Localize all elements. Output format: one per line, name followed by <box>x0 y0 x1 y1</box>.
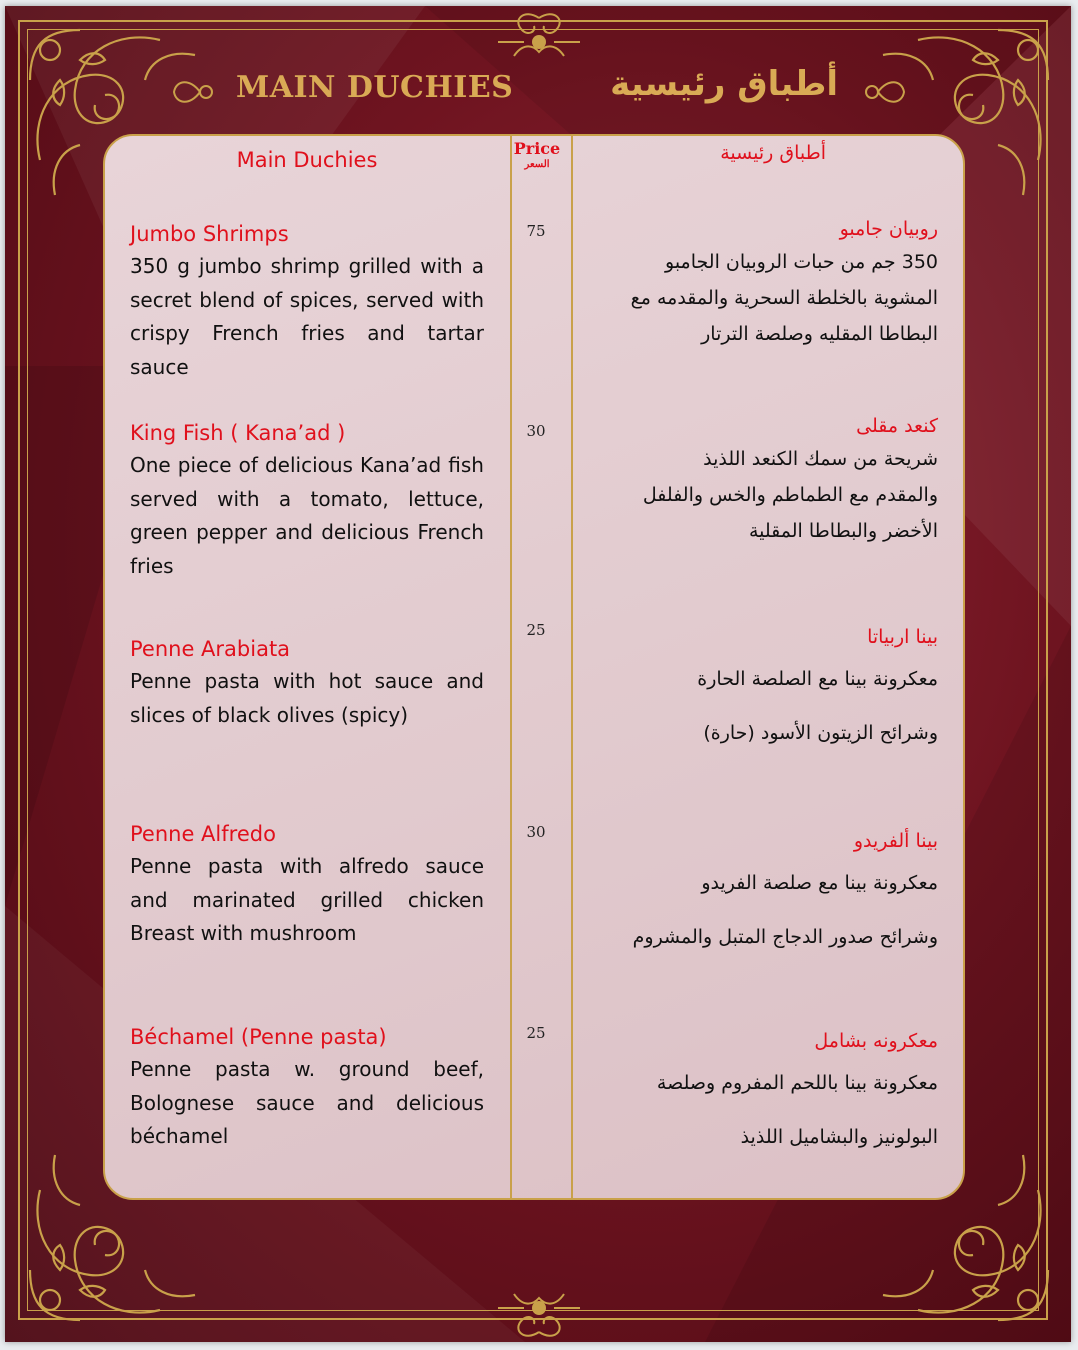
bottom-center-ornament-icon <box>494 1286 584 1342</box>
item-price: 30 <box>526 422 546 440</box>
item-name-arabic: بينا ألفريدو <box>853 830 938 852</box>
menu-item-arabic <box>588 622 938 760</box>
menu-item-english <box>130 417 484 583</box>
item-description-arabic <box>588 1056 938 1164</box>
description-line: البولونيز والبشاميل اللذيذ <box>740 1126 938 1148</box>
description-line: والمقدم مع الطماطم والخس والفلفل <box>642 484 938 506</box>
description-line: معكرونة بينا مع الصلصة الحارة <box>697 668 938 690</box>
description-line: معكرونة بينا باللحم المفروم وصلصة <box>656 1072 938 1094</box>
item-price: 25 <box>526 1024 546 1042</box>
description-line: معكرونة بينا مع صلصة الفريدو <box>701 872 938 894</box>
price-header-english: Price <box>513 139 561 158</box>
item-description-english: One piece of delicious Kana’ad fish served with a tomato, lettuce, green pepper and delicious French fries <box>130 453 484 578</box>
description-line: البطاطا المقليه وصلصة الترتار <box>701 323 938 345</box>
menu-item-arabic <box>588 826 938 964</box>
menu-item-english <box>130 818 484 951</box>
item-name-english: Penne Arabiata <box>130 637 291 661</box>
item-name-arabic: كنعد مقلى <box>856 415 938 437</box>
item-price: 30 <box>526 823 546 841</box>
column-divider-right <box>571 136 573 1198</box>
item-name-english: King Fish ( Kana’ad ) <box>130 421 346 445</box>
item-description-arabic <box>588 441 938 549</box>
item-name-english: Penne Alfredo <box>130 822 276 846</box>
top-center-ornament-icon <box>494 8 584 64</box>
description-line: وشرائح صدور الدجاج المتبل والمشروم <box>632 926 938 948</box>
title-flourish-right-icon <box>858 72 908 112</box>
item-description-english: Penne pasta with hot sauce and slices of black olives (spicy) <box>130 669 484 727</box>
price-header-arabic: السعر <box>524 159 550 170</box>
page-title-arabic: أطباق رئيسية <box>610 64 838 104</box>
item-description-arabic <box>588 856 938 964</box>
page-title-english: MAIN DUCHIES <box>236 70 514 105</box>
menu-item-arabic <box>588 1026 938 1164</box>
menu-item-arabic <box>588 411 938 549</box>
description-line: وشرائح الزيتون الأسود (حارة) <box>703 722 938 744</box>
item-description-english: 350 g jumbo shrimp grilled with a secret blend of spices, served with crispy French fries and tartar sauce <box>130 254 484 379</box>
item-name-english: Jumbo Shrimps <box>130 222 289 246</box>
item-description-arabic <box>588 244 938 352</box>
description-line: الأخضر والبطاطا المقلية <box>748 520 938 542</box>
item-name-arabic: معكرونه بشامل <box>814 1030 938 1052</box>
item-description-english: Penne pasta w. ground beef, Bolognese sauce and delicious béchamel <box>130 1057 484 1148</box>
description-line: 350 جم من حبات الروبيان الجامبو <box>665 251 938 273</box>
title-flourish-left-icon <box>170 72 220 112</box>
item-name-arabic: روبيان جامبو <box>839 218 938 240</box>
item-name-english: Béchamel (Penne pasta) <box>130 1025 387 1049</box>
menu-item-arabic <box>588 214 938 352</box>
item-price: 25 <box>526 621 546 639</box>
column-header-price <box>510 139 564 170</box>
item-name-arabic: بينا اربياتا <box>867 626 938 648</box>
menu-item-english <box>130 633 484 732</box>
item-description-english: Penne pasta with alfredo sauce and marinated grilled chicken Breast with mushroom <box>130 854 484 945</box>
column-header-arabic: أطباق رئيسية <box>720 142 826 164</box>
column-header-english: Main Duchies <box>236 148 378 172</box>
menu-item-english <box>130 218 484 384</box>
description-line: شريحة من سمك الكنعد اللذيذ <box>703 448 938 470</box>
menu-item-english <box>130 1021 484 1154</box>
item-description-arabic <box>588 652 938 760</box>
description-line: المشوية بالخلطة السحرية والمقدمه مع <box>630 287 938 309</box>
item-price: 75 <box>526 222 546 240</box>
